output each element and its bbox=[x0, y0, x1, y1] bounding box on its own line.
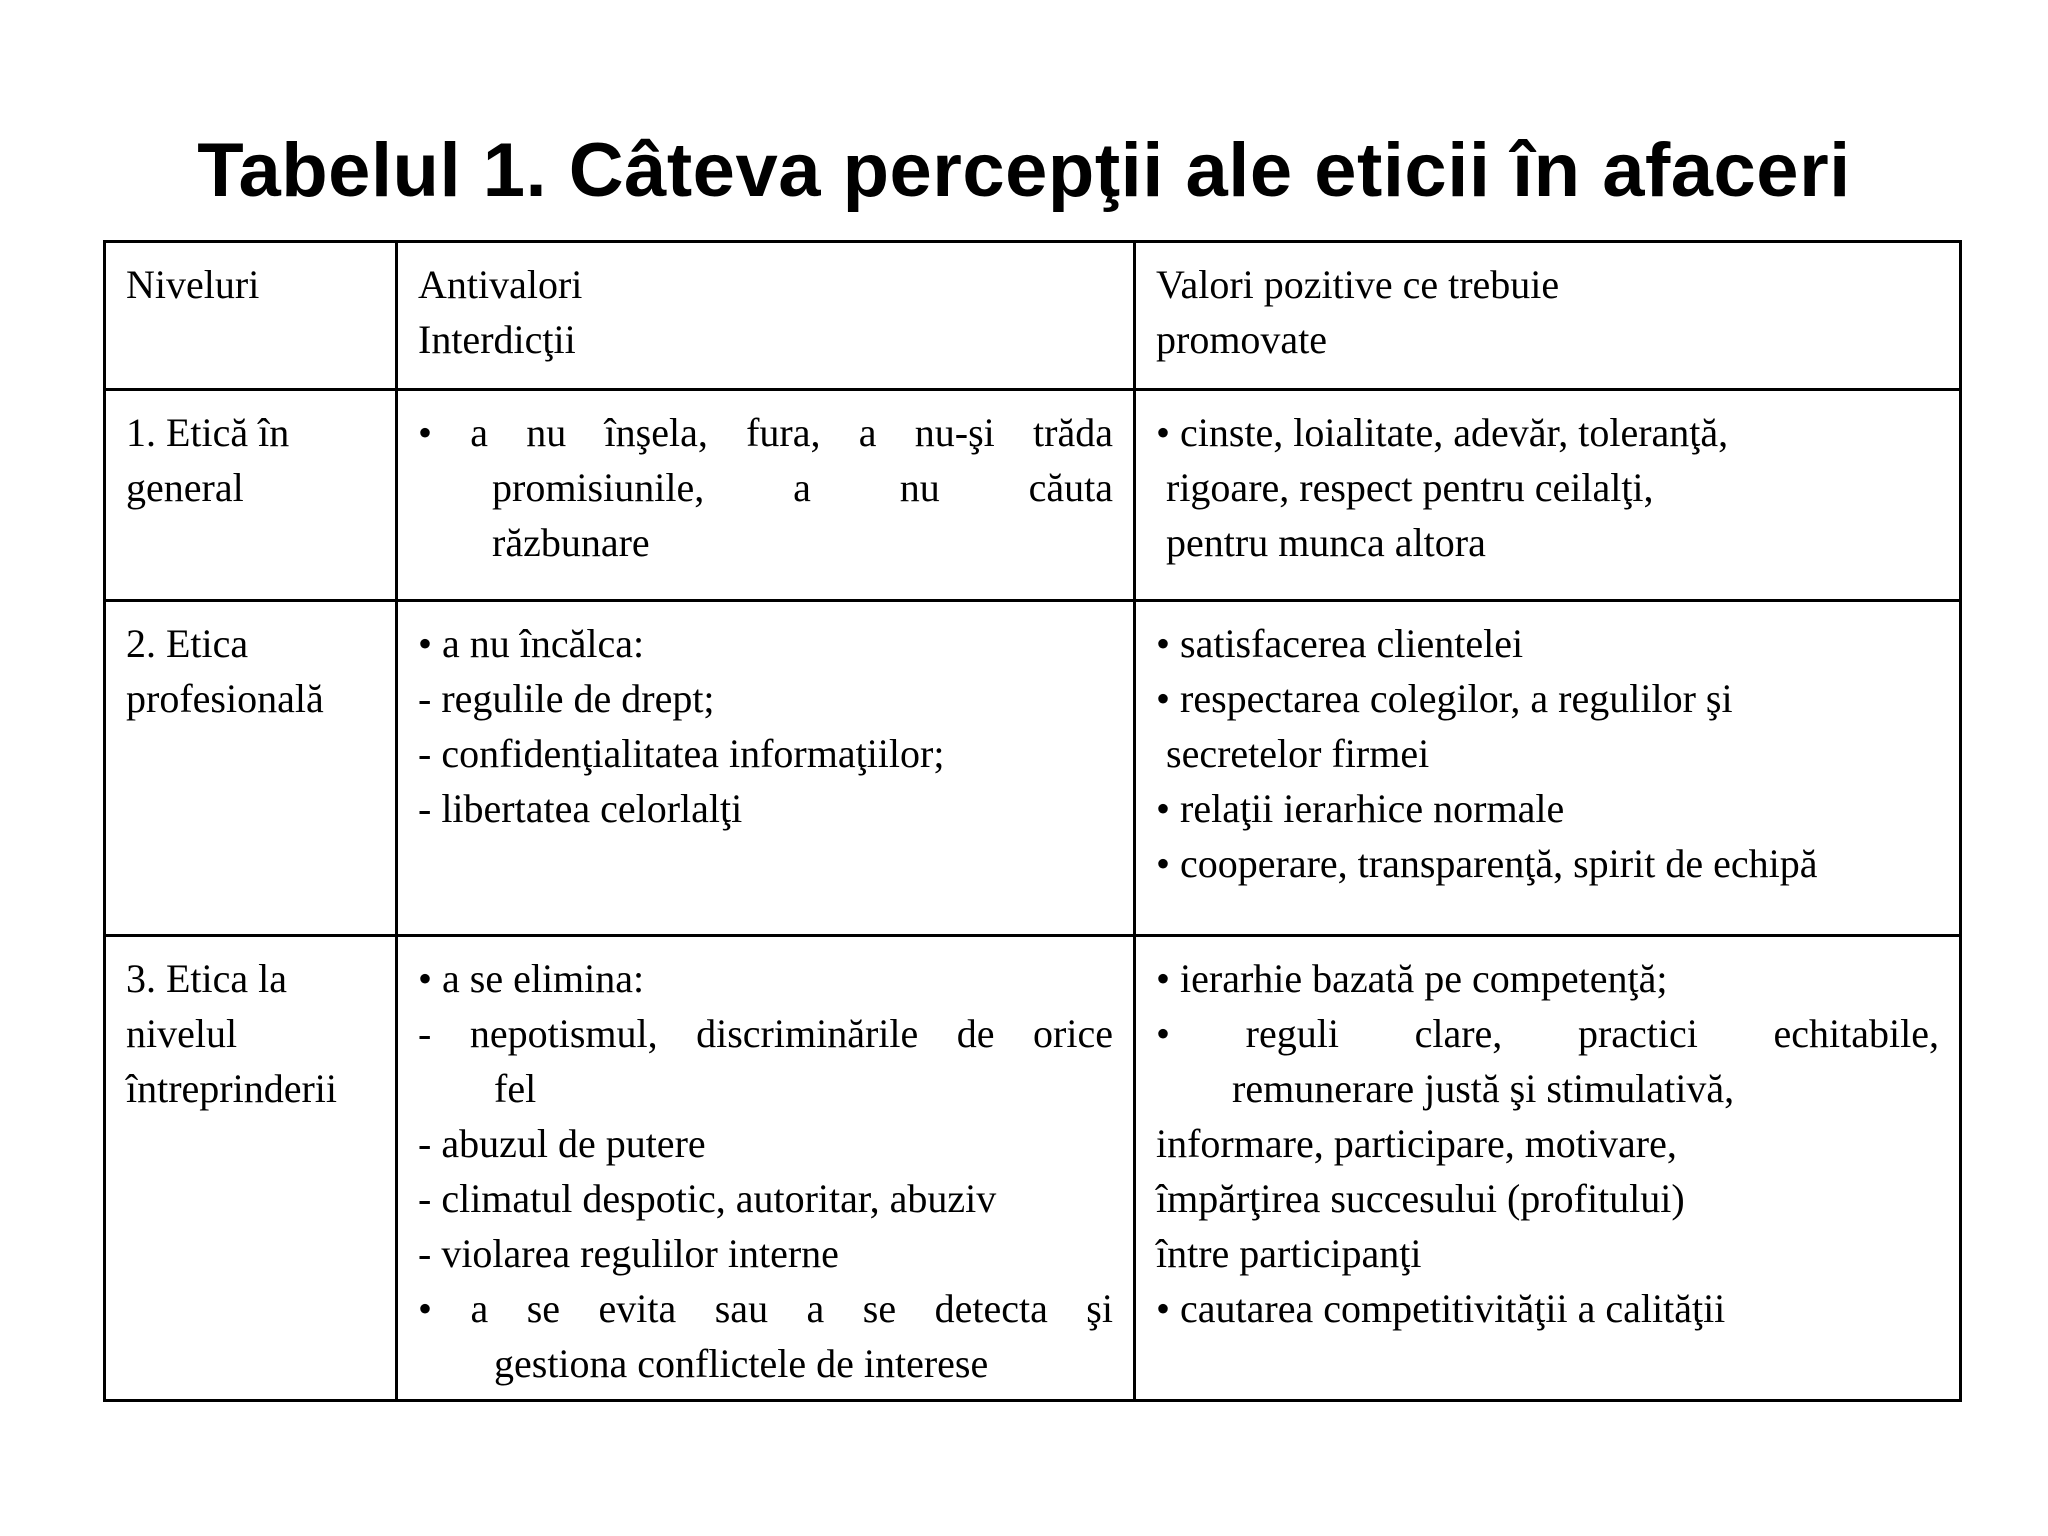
antivalue-item: • a se evita sau a se detecta şi bbox=[418, 1286, 1113, 1331]
header-antivalues-label: Antivalori bbox=[418, 262, 583, 307]
level-text: întreprinderii bbox=[126, 1066, 338, 1111]
value-item: rigoare, respect pentru ceilalţi, bbox=[1166, 465, 1654, 510]
level-text: 3. Etica la bbox=[126, 956, 288, 1001]
value-item: între participanţi bbox=[1156, 1231, 1422, 1276]
antivalue-item: - confidenţialitatea informaţiilor; bbox=[418, 731, 945, 776]
value-item: secretelor firmei bbox=[1166, 731, 1430, 776]
value-item: informare, participare, motivare, bbox=[1156, 1121, 1677, 1166]
antivalue-item: - libertatea celorlalţi bbox=[418, 786, 743, 831]
header-cell-levels bbox=[105, 242, 397, 390]
antivalues-cell bbox=[397, 601, 1135, 936]
level-text: profesională bbox=[126, 676, 324, 721]
antivalue-item: răzbunare bbox=[492, 520, 650, 565]
antivalue-item: • a nu încălca: bbox=[418, 621, 645, 666]
header-levels-label: Niveluri bbox=[126, 262, 260, 307]
value-item: • satisfacerea clientelei bbox=[1156, 621, 1524, 666]
value-item: • cinste, loialitate, adevăr, toleranţă, bbox=[1156, 410, 1729, 455]
header-cell-positive-values bbox=[1135, 242, 1961, 390]
value-item: • reguli clare, practici echitabile, bbox=[1156, 1011, 1939, 1056]
antivalue-item: - nepotismul, discriminările de orice bbox=[418, 1011, 1113, 1056]
antivalues-cell bbox=[397, 390, 1135, 601]
value-item: împărţirea succesului (profitului) bbox=[1156, 1176, 1685, 1221]
header-values-label-line2: promovate bbox=[1156, 317, 1328, 362]
antivalue-item: - violarea regulilor interne bbox=[418, 1231, 839, 1276]
antivalue-item: - abuzul de putere bbox=[418, 1121, 706, 1166]
antivalue-item: • a nu înşela, fura, a nu-şi trăda bbox=[418, 410, 1113, 455]
level-text: 1. Etică în bbox=[126, 410, 290, 455]
values-cell bbox=[1135, 936, 1961, 1401]
level-text: 2. Etica bbox=[126, 621, 249, 666]
ethics-perceptions-table bbox=[103, 240, 1962, 1402]
level-text: general bbox=[126, 465, 244, 510]
value-item: pentru munca altora bbox=[1166, 520, 1486, 565]
antivalue-item: - climatul despotic, autoritar, abuziv bbox=[418, 1176, 997, 1221]
antivalue-item: • a se elimina: bbox=[418, 956, 645, 1001]
level-cell bbox=[105, 601, 397, 936]
table-row-enterprise-ethics bbox=[105, 936, 1961, 1401]
values-cell bbox=[1135, 390, 1961, 601]
antivalue-item: promisiunile, a nu căuta bbox=[492, 465, 1113, 510]
antivalue-item: gestiona conflictele de interese bbox=[494, 1341, 989, 1386]
value-item: remunerare justă şi stimulativă, bbox=[1232, 1066, 1735, 1111]
antivalue-item: - regulile de drept; bbox=[418, 676, 715, 721]
antivalues-cell bbox=[397, 936, 1135, 1401]
value-item: • cooperare, transparenţă, spirit de echipă bbox=[1156, 841, 1818, 886]
antivalue-item: fel bbox=[494, 1066, 537, 1111]
table-row-professional-ethics bbox=[105, 601, 1961, 936]
level-cell bbox=[105, 936, 397, 1401]
table-header-row bbox=[105, 242, 1961, 390]
values-cell bbox=[1135, 601, 1961, 936]
level-cell bbox=[105, 390, 397, 601]
table-row-general-ethics bbox=[105, 390, 1961, 601]
header-cell-antivalues bbox=[397, 242, 1135, 390]
header-prohibitions-label: Interdicţii bbox=[418, 317, 576, 362]
value-item: • relaţii ierarhice normale bbox=[1156, 786, 1565, 831]
level-text: nivelul bbox=[126, 1011, 238, 1056]
value-item: • ierarhie bazată pe competenţă; bbox=[1156, 956, 1668, 1001]
value-item: • respectarea colegilor, a regulilor şi bbox=[1156, 676, 1733, 721]
value-item: • cautarea competitivităţii a calităţii bbox=[1156, 1286, 1726, 1331]
page-title: Tabelul 1. Câteva percepţii ale eticii în afaceri bbox=[197, 128, 1851, 213]
header-values-label-line1: Valori pozitive ce trebuie bbox=[1156, 262, 1560, 307]
